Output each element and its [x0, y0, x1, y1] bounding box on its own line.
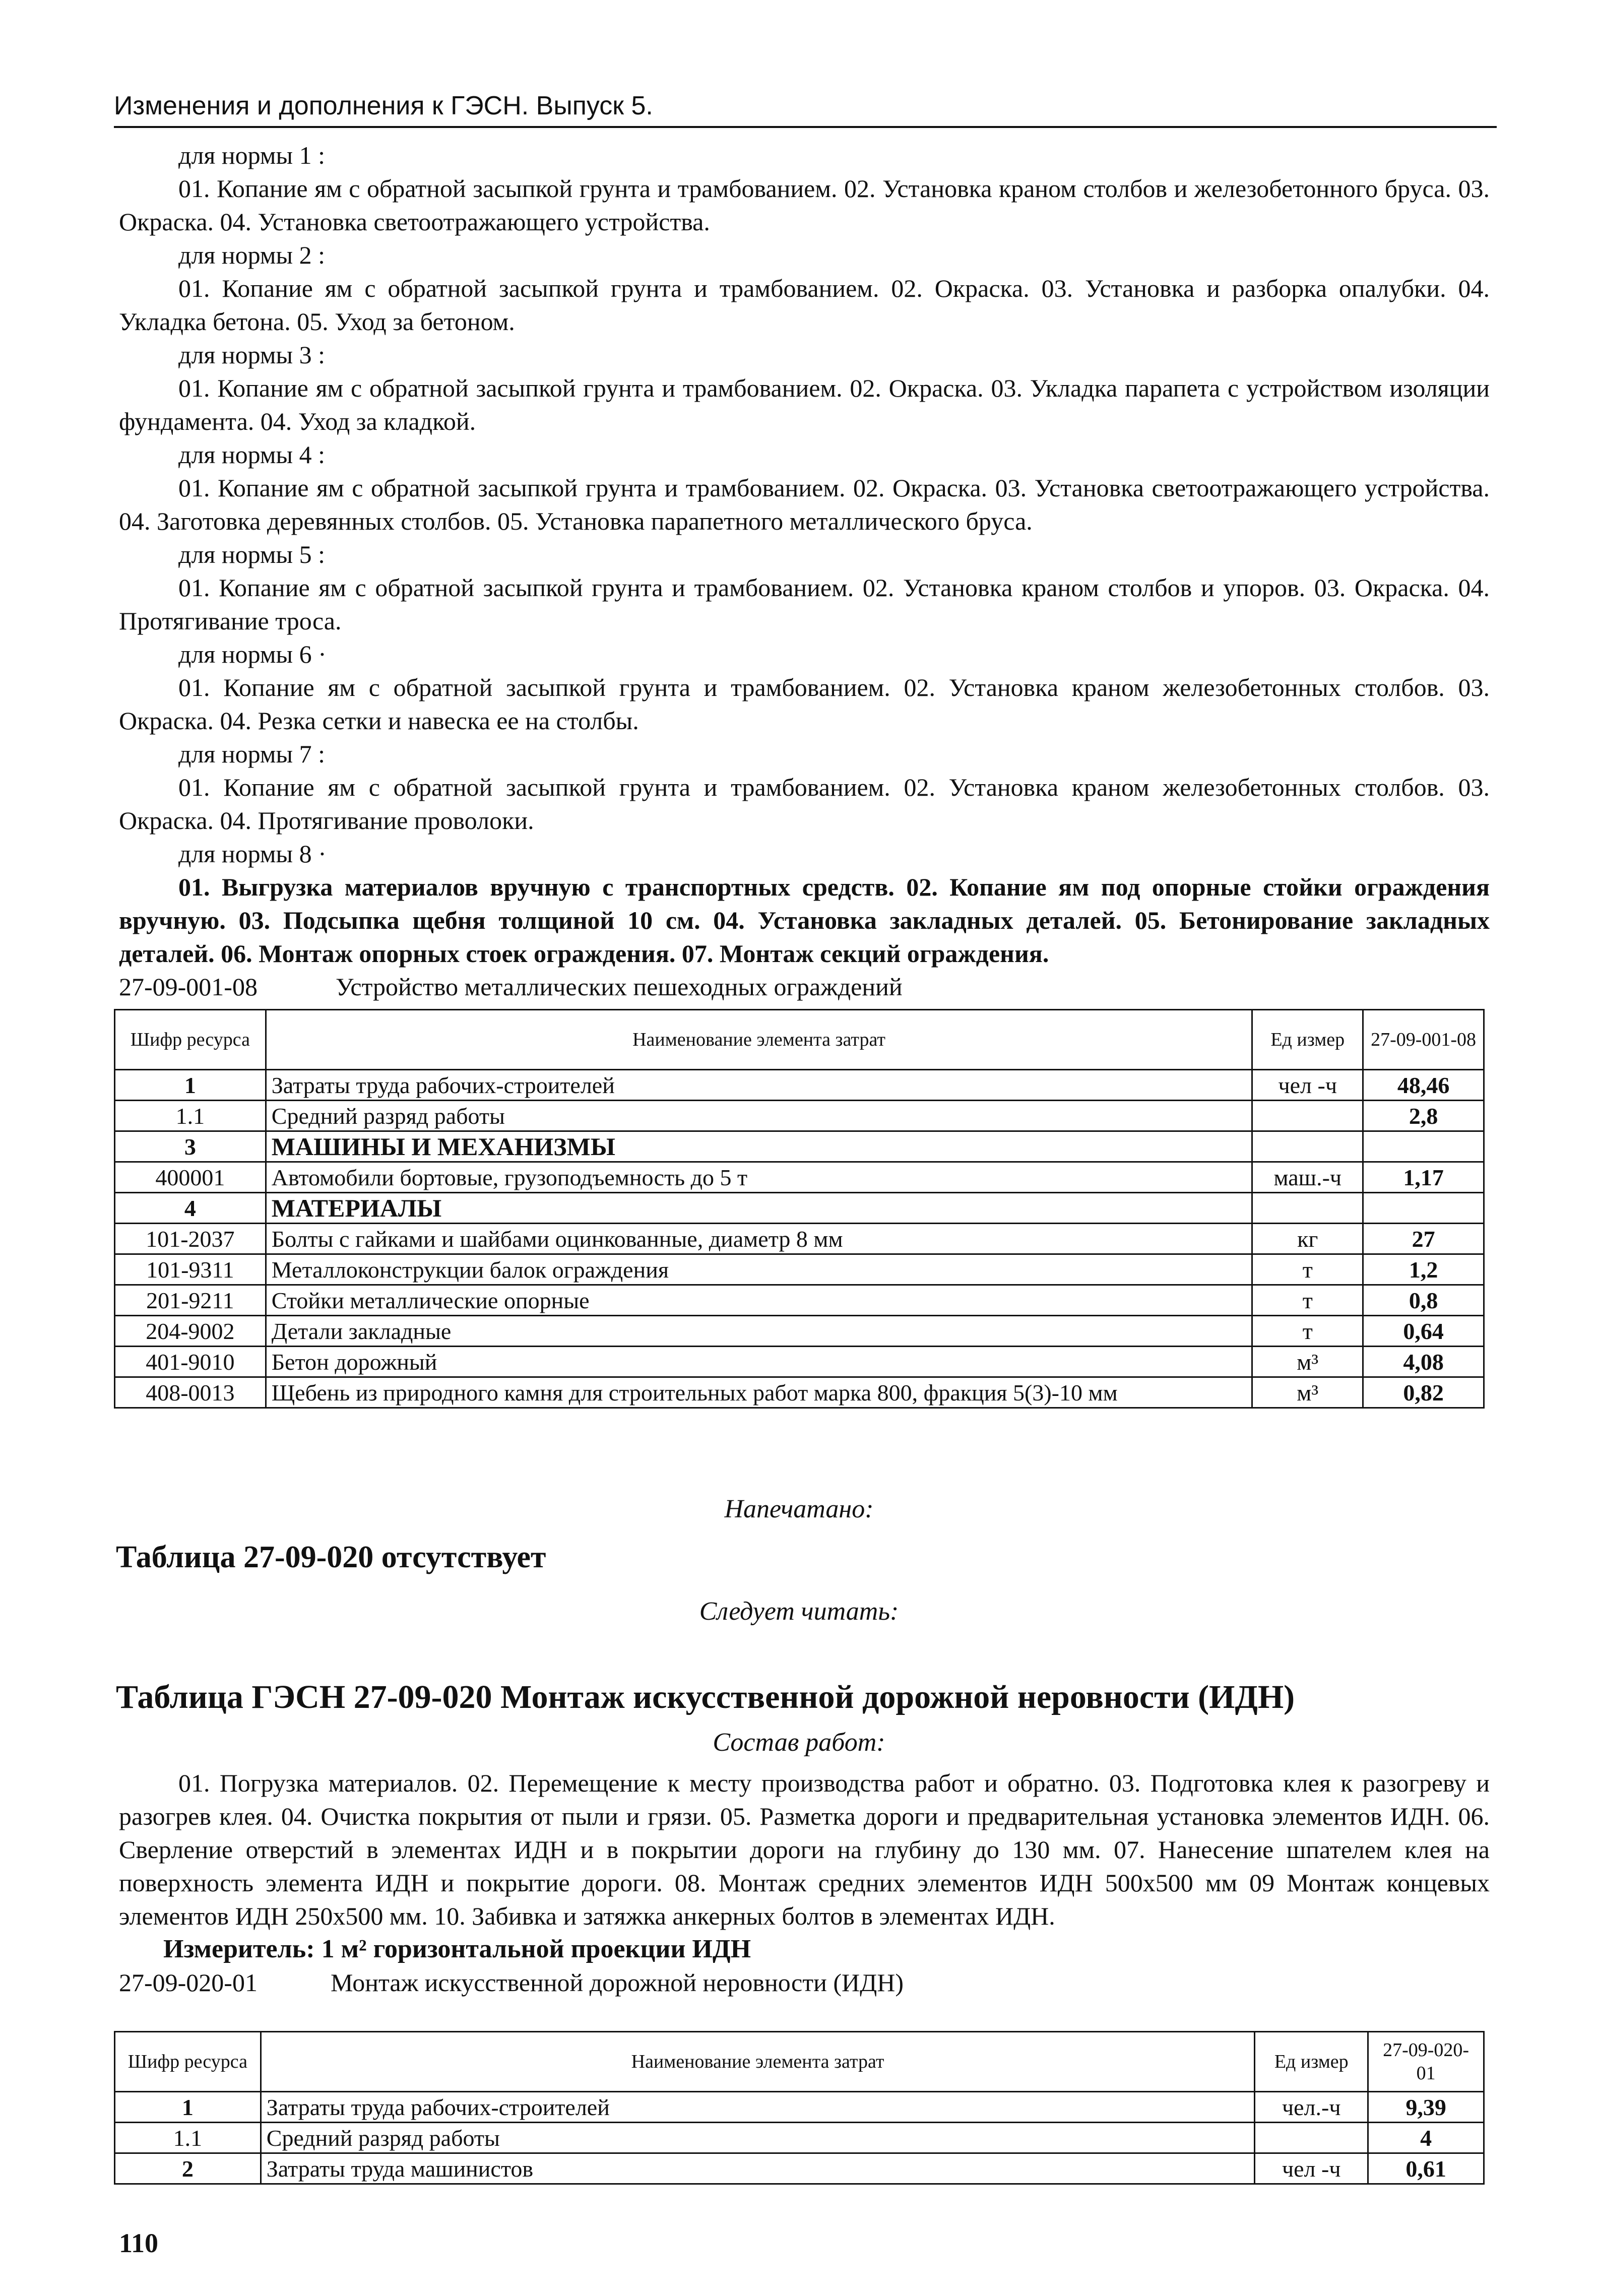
norm-text: 01. Выгрузка материалов вручную с транспортных средств. 02. Копание ям под опорные стойки ограждения вручную. 03. Подсыпка щебня толщиной 10 см. 04. Установка закладных деталей. 05. Бетонирование закладных деталей. 06. Монтаж опорных стоек ограждения. 07. Монтаж секций ограждения.	[119, 873, 1490, 968]
table-row: 1.1 Средний разряд работы 2,8	[115, 1101, 1484, 1131]
norm-label: для нормы 1 :	[178, 141, 326, 169]
norm-text: 01. Копание ям с обратной засыпкой грунта и трамбованием. 02. Установка краном столбов и железобетонного бруса. 03. Окраска. 04. Установка светоотражающего устройства.	[119, 174, 1490, 236]
table-header-row	[115, 2032, 1484, 2092]
header-rule	[114, 126, 1497, 128]
norm-label: для нормы 2 :	[178, 241, 326, 269]
header-code: Шифр ресурса	[115, 1010, 266, 1070]
table-row: 400001 Автомобили бортовые, грузоподъемность до 5 т маш.-ч 1,17	[115, 1162, 1484, 1193]
norm-text: 01. Копание ям с обратной засыпкой грунта и трамбованием. 02. Окраска. 03. Установка и разборка опалубки. 04. Укладка бетона. 05. Уход за бетоном.	[119, 274, 1490, 336]
norm-code-line	[119, 970, 1490, 1003]
table-row: 1 Затраты труда рабочих-строителей чел -ч 48,46	[115, 1070, 1484, 1101]
header-name: Наименование элемента затрат	[266, 1010, 1252, 1070]
printed-label: Напечатано:	[724, 1495, 874, 1523]
header-code: Шифр ресурса	[115, 2032, 261, 2092]
norm-text: 01. Копание ям с обратной засыпкой грунта и трамбованием. 02. Окраска. 03. Установка светоотражающего устройства. 04. Заготовка деревянных столбов. 05. Установка парапетного металлического бруса.	[119, 474, 1490, 535]
norm-text: 01. Копание ям с обратной засыпкой грунта и трамбованием. 02. Установка краном железобетонных столбов. 03. Окраска. 04. Протягивание проволоки.	[119, 773, 1490, 835]
table-row: 101-2037 Болты с гайками и шайбами оцинкованные, диаметр 8 мм кг 27	[115, 1224, 1484, 1254]
measure-label: Измеритель:	[163, 1935, 315, 1963]
measure-value: 1 м² горизонтальной проекции ИДН	[321, 1935, 751, 1963]
page-number: 110	[119, 2228, 159, 2258]
norm-text: 01. Копание ям с обратной засыпкой грунта и трамбованием. 02. Окраска. 03. Укладка парапета с устройством изоляции фундамента. 04. Уход за кладкой.	[119, 374, 1490, 435]
norm-code: 27-09-001-08	[119, 973, 258, 1001]
table-row: 401-9010 Бетон дорожный м³ 4,08	[115, 1347, 1484, 1377]
norm-label: для нормы 4 :	[178, 440, 326, 469]
table-row: 1.1 Средний разряд работы 4	[115, 2123, 1484, 2153]
norm-label: для нормы 8 ·	[178, 840, 327, 868]
table-row: 3 МАШИНЫ И МЕХАНИЗМЫ	[115, 1131, 1484, 1162]
composition-label: Состав работ:	[713, 1728, 885, 1757]
norm-text: 01. Копание ям с обратной засыпкой грунта и трамбованием. 02. Установка краном железобетонных столбов. 03. Окраска. 04. Резка сетки и навеска ее на столбы.	[119, 673, 1490, 735]
norm-title: Устройство металлических пешеходных ограждений	[336, 973, 903, 1001]
read-label: Следует читать:	[699, 1597, 899, 1626]
table-header-row	[115, 1010, 1484, 1070]
measure-line	[119, 1933, 1490, 1966]
running-header: Изменения и дополнения к ГЭСН. Выпуск 5.	[114, 91, 653, 120]
table2-title: Таблица ГЭСН 27-09-020 Монтаж искусственной дорожной неровности (ИДН)	[116, 1679, 1295, 1715]
norm-label: для нормы 5 :	[178, 540, 326, 568]
header-unit: Ед измер	[1252, 1010, 1363, 1070]
norms-composition	[119, 139, 1490, 1003]
table-row: 204-9002 Детали закладные т 0,64	[115, 1316, 1484, 1347]
resource-table-2	[114, 2031, 1485, 2185]
norm-text: 01. Копание ям с обратной засыпкой грунта и трамбованием. 02. Установка краном столбов и упоров. 03. Окраска. 04. Протягивание троса.	[119, 573, 1490, 635]
table-row: 101-9311 Металлоконструкции балок ограждения т 1,2	[115, 1254, 1484, 1285]
header-norm: 27-09-020-01	[1368, 2032, 1484, 2092]
norm-label: для нормы 3 :	[178, 341, 326, 369]
table-row: 408-0013 Щебень из природного камня для строительных работ марка 800, фракция 5(3)-10 мм м³ 0,82	[115, 1377, 1484, 1408]
header-name: Наименование элемента затрат	[261, 2032, 1255, 2092]
norm-title: Монтаж искусственной дорожной неровности (ИДН)	[331, 1968, 904, 1997]
norm-code: 27-09-020-01	[119, 1968, 258, 1997]
table-row: 4 МАТЕРИАЛЫ	[115, 1193, 1484, 1224]
table-row: 1 Затраты труда рабочих-строителей чел.-ч 9,39	[115, 2092, 1484, 2123]
composition-text: 01. Погрузка материалов. 02. Перемещение к месту производства работ и обратно. 03. Подготовка клея к разогреву и разогрев клея. 04. Очистка покрытия от пыли и грязи. 05. Разметка дороги и предварительная установка элементов ИДН. 06. Сверление отверстий в элементах ИДН и в покрытии дороги на глубину до 130 мм. 07. Нанесение шпателем клея на поверхность элемента ИДН и покрытие дороги. 08. Монтаж средних элементов ИДН 500x500 мм 09 Монтаж концевых элементов ИДН 250x500 мм. 10. Забивка и затяжка анкерных болтов в элементах ИДН.	[119, 1769, 1490, 1930]
resource-table-1	[114, 1009, 1485, 1409]
norm-label: для нормы 7 :	[178, 740, 326, 768]
header-unit: Ед измер	[1255, 2032, 1368, 2092]
norm-label: для нормы 6 ·	[178, 640, 327, 668]
table2-composition	[119, 1766, 1490, 1999]
table-row: 201-9211 Стойки металлические опорные т 0,8	[115, 1285, 1484, 1316]
header-norm: 27-09-001-08	[1363, 1010, 1484, 1070]
norm-code-line	[119, 1966, 1490, 1999]
absent-table-note: Таблица 27-09-020 отсутствует	[116, 1540, 546, 1574]
table-row: 2 Затраты труда машинистов чел -ч 0,61	[115, 2153, 1484, 2184]
